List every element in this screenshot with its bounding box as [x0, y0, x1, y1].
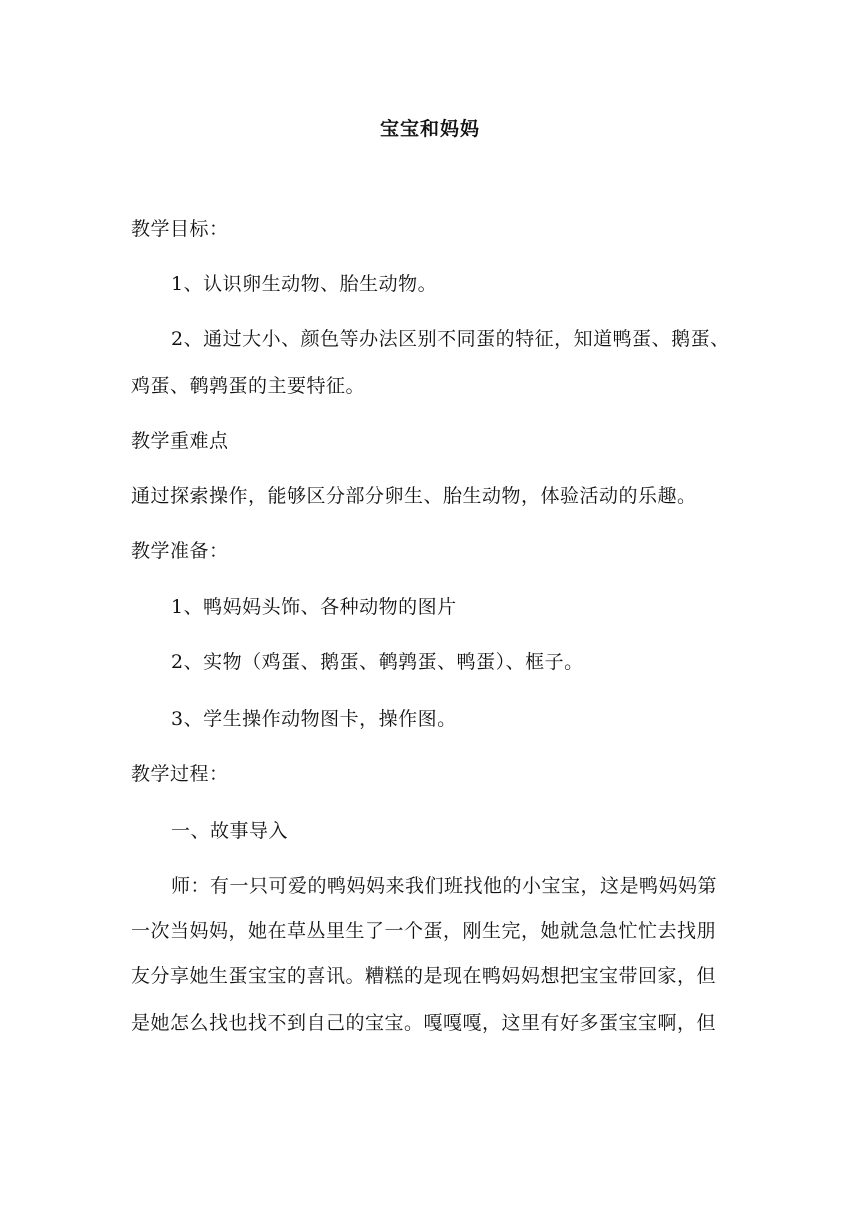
paragraph-line: 1、鸭妈妈头饰、各种动物的图片: [171, 596, 457, 618]
heading-teaching-process: 教学过程：: [131, 763, 229, 785]
paragraph-line: 是她怎么找也找不到自己的宝宝。嘎嘎嘎，这里有好多蛋宝宝啊，但: [131, 1012, 717, 1034]
paragraph-line: 一次当妈妈，她在草丛里生了一个蛋，刚生完，她就急急忙忙去找朋: [131, 920, 717, 942]
heading-teaching-preparation: 教学准备：: [131, 540, 229, 562]
document-title: 宝宝和妈妈: [379, 118, 480, 140]
paragraph-line: 2、实物（鸡蛋、鹅蛋、鹌鹑蛋、鸭蛋）、框子。: [171, 651, 584, 673]
section-heading: 一、故事导入: [171, 820, 289, 842]
heading-key-difficulties: 教学重难点: [131, 430, 229, 452]
paragraph-line: 2、通过大小、颜色等办法区别不同蛋的特征，知道鸭蛋、鹅蛋、: [171, 328, 730, 350]
paragraph-line: 1、认识卵生动物、胎生动物。: [171, 273, 438, 295]
paragraph-line: 3、学生操作动物图卡，操作图。: [171, 708, 457, 730]
heading-teaching-goals: 教学目标：: [131, 218, 229, 240]
paragraph-line: 友分享她生蛋宝宝的喜讯。糟糕的是现在鸭妈妈想把宝宝带回家，但: [131, 965, 717, 987]
paragraph-line: 师：有一只可爱的鸭妈妈来我们班找他的小宝宝，这是鸭妈妈第: [171, 875, 718, 897]
paragraph-line: 通过探索操作，能够区分部分卵生、胎生动物，体验活动的乐趣。: [131, 485, 697, 507]
paragraph-line: 鸡蛋、鹌鹑蛋的主要特征。: [131, 375, 366, 397]
